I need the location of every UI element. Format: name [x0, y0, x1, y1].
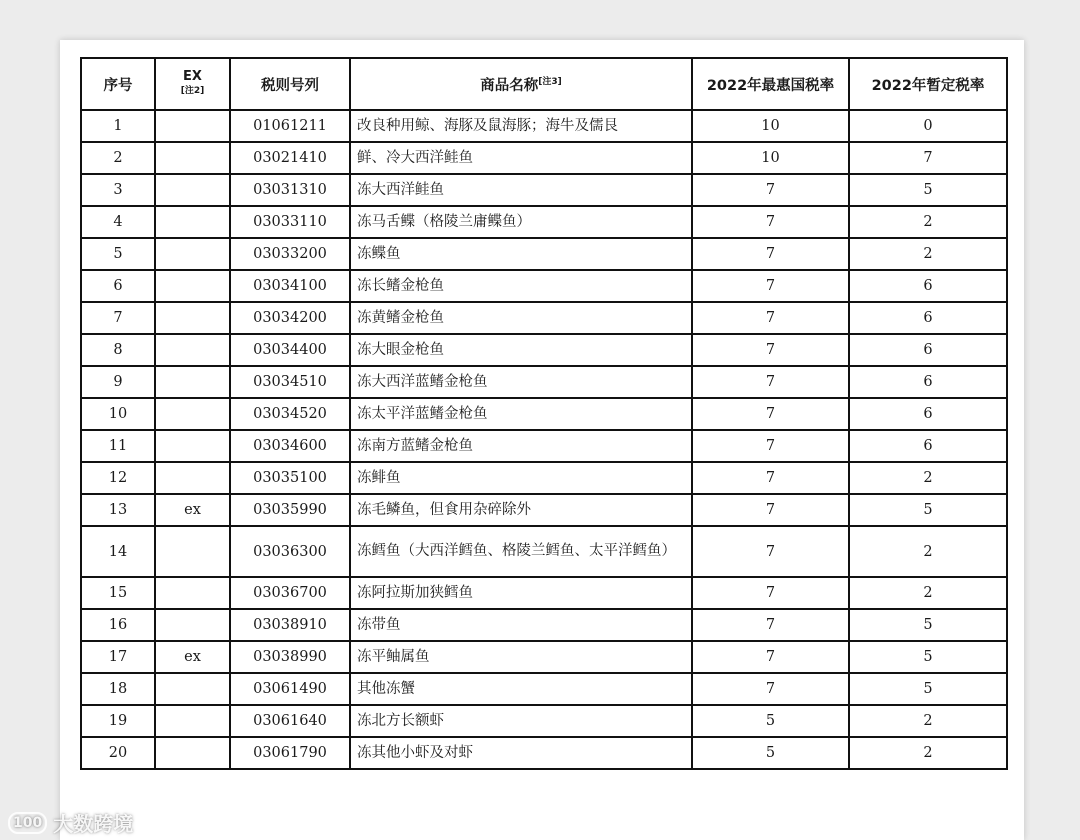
cell-mfn: 7: [692, 430, 849, 462]
cell-ex: [155, 673, 230, 705]
cell-code: 03034400: [230, 334, 350, 366]
cell-mfn: 7: [692, 462, 849, 494]
cell-name: 冻长鳍金枪鱼: [350, 270, 692, 302]
header-name-label: 商品名称: [480, 77, 539, 94]
cell-ex: [155, 206, 230, 238]
table-row: [81, 334, 1007, 366]
cell-mfn: 7: [692, 673, 849, 705]
cell-seq: 4: [81, 206, 155, 238]
cell-seq: 14: [81, 526, 155, 577]
cell-code: 03035100: [230, 462, 350, 494]
cell-provisional: 5: [849, 641, 1007, 673]
cell-provisional: 2: [849, 577, 1007, 609]
cell-provisional: 5: [849, 174, 1007, 206]
cell-ex: [155, 609, 230, 641]
table-row: [81, 673, 1007, 705]
cell-ex: [155, 270, 230, 302]
cell-code: 03034200: [230, 302, 350, 334]
table-row: [81, 494, 1007, 526]
cell-provisional: 2: [849, 462, 1007, 494]
cell-ex: [155, 238, 230, 270]
cell-name: 冻马舌鲽（格陵兰庸鲽鱼）: [350, 206, 692, 238]
cell-provisional: 6: [849, 270, 1007, 302]
cell-name: 冻鲽鱼: [350, 238, 692, 270]
header-mfn: 2022年最惠国税率: [692, 58, 849, 110]
cell-provisional: 6: [849, 302, 1007, 334]
cell-name: 冻大西洋蓝鳍金枪鱼: [350, 366, 692, 398]
cell-ex: [155, 705, 230, 737]
cell-name: 冻南方蓝鳍金枪鱼: [350, 430, 692, 462]
table-row: [81, 270, 1007, 302]
watermark: [8, 808, 133, 837]
header-name-note: [注3]: [538, 76, 562, 87]
header-ex: [155, 58, 230, 110]
cell-provisional: 2: [849, 705, 1007, 737]
cell-name: 冻其他小虾及对虾: [350, 737, 692, 769]
cell-code: 03034510: [230, 366, 350, 398]
cell-ex: [155, 142, 230, 174]
cell-name: 鲜、冷大西洋鲑鱼: [350, 142, 692, 174]
cell-code: 03061490: [230, 673, 350, 705]
cell-provisional: 0: [849, 110, 1007, 142]
cell-name: 冻带鱼: [350, 609, 692, 641]
cell-code: 03031310: [230, 174, 350, 206]
cell-ex: [155, 174, 230, 206]
cell-seq: 2: [81, 142, 155, 174]
table-row: [81, 737, 1007, 769]
cell-code: 03034100: [230, 270, 350, 302]
cell-mfn: 7: [692, 238, 849, 270]
cell-ex: [155, 737, 230, 769]
cell-name: 冻阿拉斯加狭鳕鱼: [350, 577, 692, 609]
cell-name: 冻鳕鱼（大西洋鳕鱼、格陵兰鳕鱼、太平洋鳕鱼）: [350, 526, 692, 577]
table-row: [81, 430, 1007, 462]
cell-mfn: 7: [692, 206, 849, 238]
cell-code: 03061640: [230, 705, 350, 737]
cell-provisional: 6: [849, 366, 1007, 398]
cell-seq: 11: [81, 430, 155, 462]
cell-provisional: 5: [849, 609, 1007, 641]
cell-seq: 6: [81, 270, 155, 302]
cell-name: 冻毛鳞鱼，但食用杂碎除外: [350, 494, 692, 526]
cell-code: 03038910: [230, 609, 350, 641]
cell-provisional: 5: [849, 673, 1007, 705]
cell-code: 03061790: [230, 737, 350, 769]
cell-seq: 13: [81, 494, 155, 526]
cell-seq: 7: [81, 302, 155, 334]
cell-ex: ex: [155, 641, 230, 673]
watermark-logo: 100: [8, 812, 47, 834]
table-row: [81, 206, 1007, 238]
cell-name: 冻鲱鱼: [350, 462, 692, 494]
cell-code: 03034520: [230, 398, 350, 430]
header-seq: 序号: [81, 58, 155, 110]
header-ex-note: [注2]: [180, 86, 205, 96]
cell-seq: 18: [81, 673, 155, 705]
cell-provisional: 6: [849, 398, 1007, 430]
header-code: 税则号列: [230, 58, 350, 110]
cell-mfn: 7: [692, 577, 849, 609]
cell-code: 01061211: [230, 110, 350, 142]
cell-name: 冻太平洋蓝鳍金枪鱼: [350, 398, 692, 430]
cell-ex: [155, 110, 230, 142]
table-row: [81, 238, 1007, 270]
cell-seq: 20: [81, 737, 155, 769]
cell-mfn: 7: [692, 270, 849, 302]
cell-ex: ex: [155, 494, 230, 526]
table-row: [81, 526, 1007, 577]
cell-name: 冻大西洋鲑鱼: [350, 174, 692, 206]
cell-provisional: 2: [849, 238, 1007, 270]
cell-ex: [155, 430, 230, 462]
table-row: [81, 302, 1007, 334]
header-name: [350, 58, 692, 110]
cell-code: 03021410: [230, 142, 350, 174]
table-row: [81, 577, 1007, 609]
cell-mfn: 7: [692, 366, 849, 398]
tariff-table: [80, 57, 1008, 770]
cell-ex: [155, 366, 230, 398]
cell-name: 改良种用鲸、海豚及鼠海豚；海牛及儒艮: [350, 110, 692, 142]
cell-mfn: 5: [692, 705, 849, 737]
cell-ex: [155, 462, 230, 494]
table-row: [81, 366, 1007, 398]
cell-provisional: 2: [849, 526, 1007, 577]
cell-name: 冻北方长额虾: [350, 705, 692, 737]
cell-code: 03034600: [230, 430, 350, 462]
cell-ex: [155, 526, 230, 577]
cell-ex: [155, 577, 230, 609]
table-row: [81, 142, 1007, 174]
cell-code: 03038990: [230, 641, 350, 673]
cell-provisional: 2: [849, 737, 1007, 769]
cell-provisional: 5: [849, 494, 1007, 526]
cell-seq: 17: [81, 641, 155, 673]
cell-mfn: 7: [692, 609, 849, 641]
table-row: [81, 705, 1007, 737]
cell-name: 冻大眼金枪鱼: [350, 334, 692, 366]
table-row: [81, 641, 1007, 673]
cell-ex: [155, 334, 230, 366]
header-provisional: 2022年暂定税率: [849, 58, 1007, 110]
cell-mfn: 7: [692, 174, 849, 206]
cell-ex: [155, 398, 230, 430]
cell-code: 03035990: [230, 494, 350, 526]
cell-code: 03036300: [230, 526, 350, 577]
cell-mfn: 7: [692, 641, 849, 673]
table-header-row: [81, 58, 1007, 110]
cell-provisional: 6: [849, 430, 1007, 462]
cell-seq: 15: [81, 577, 155, 609]
cell-seq: 9: [81, 366, 155, 398]
watermark-text: 大数跨境: [53, 812, 134, 836]
table-row: [81, 462, 1007, 494]
cell-seq: 10: [81, 398, 155, 430]
cell-mfn: 7: [692, 398, 849, 430]
cell-name: 其他冻蟹: [350, 673, 692, 705]
cell-mfn: 7: [692, 334, 849, 366]
table-row: [81, 398, 1007, 430]
cell-name: 冻黄鳍金枪鱼: [350, 302, 692, 334]
cell-code: 03036700: [230, 577, 350, 609]
cell-mfn: 7: [692, 494, 849, 526]
table-row: [81, 609, 1007, 641]
cell-seq: 16: [81, 609, 155, 641]
header-ex-label: EX: [183, 69, 202, 84]
cell-mfn: 10: [692, 142, 849, 174]
cell-seq: 12: [81, 462, 155, 494]
cell-name: 冻平鲉属鱼: [350, 641, 692, 673]
cell-mfn: 5: [692, 737, 849, 769]
cell-seq: 1: [81, 110, 155, 142]
cell-code: 03033110: [230, 206, 350, 238]
cell-seq: 19: [81, 705, 155, 737]
cell-provisional: 6: [849, 334, 1007, 366]
table-row: [81, 174, 1007, 206]
cell-seq: 8: [81, 334, 155, 366]
cell-seq: 3: [81, 174, 155, 206]
cell-mfn: 10: [692, 110, 849, 142]
cell-provisional: 2: [849, 206, 1007, 238]
table-row: [81, 110, 1007, 142]
cell-provisional: 7: [849, 142, 1007, 174]
cell-seq: 5: [81, 238, 155, 270]
cell-mfn: 7: [692, 526, 849, 577]
cell-mfn: 7: [692, 302, 849, 334]
cell-code: 03033200: [230, 238, 350, 270]
cell-ex: [155, 302, 230, 334]
